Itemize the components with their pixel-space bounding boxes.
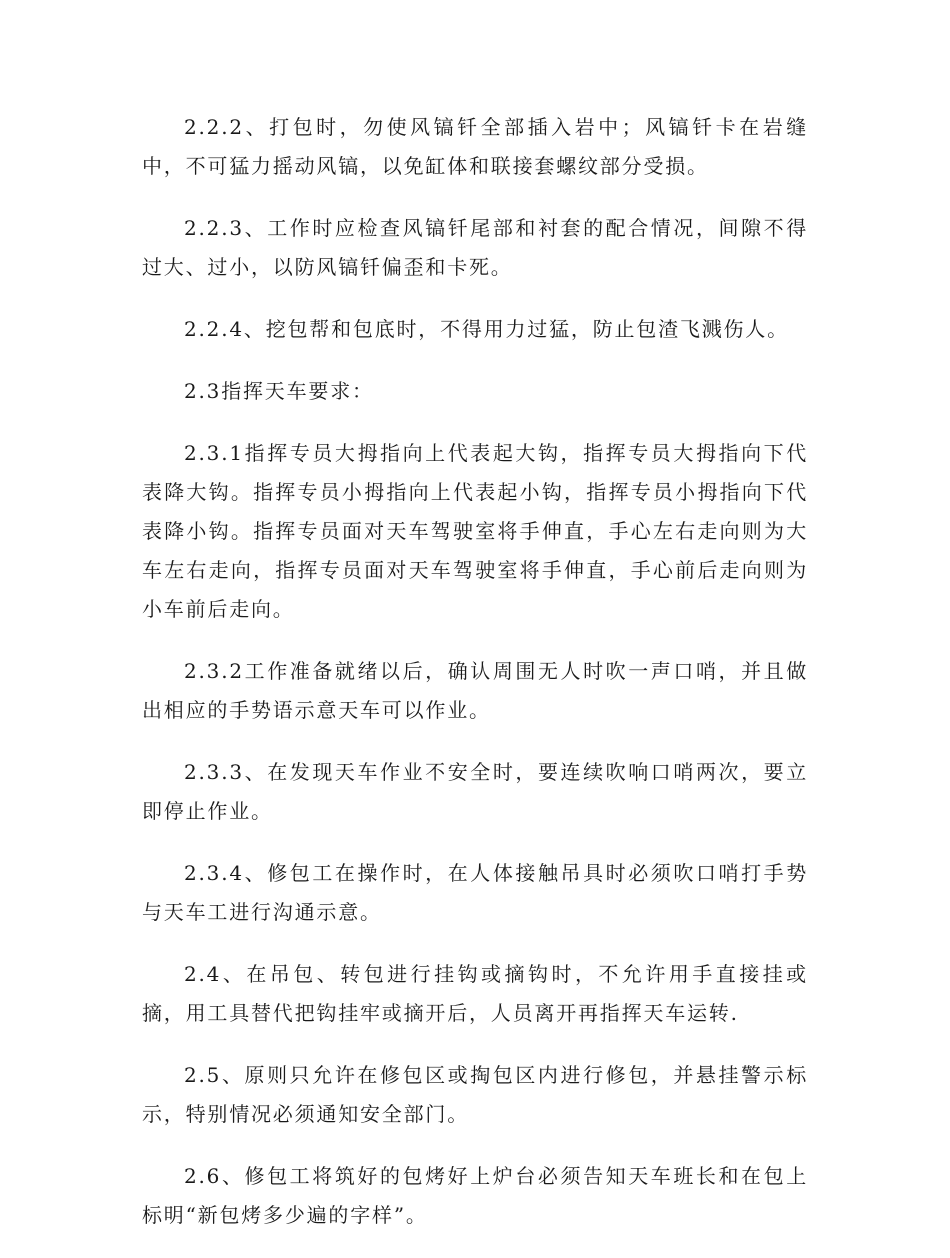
paragraph-2-2-4: 2.2.4、挖包帮和包底时，不得用力过猛，防止包渣飞溅伤人。 — [184, 317, 789, 341]
paragraph-2-2-2: 2.2.2、打包时，勿使风镐钎全部插入岩中；风镐钎卡在岩缝中，不可猛力摇动风镐，以免缸体和联接套螺纹部分受损。 — [142, 115, 808, 178]
paragraph-2-5: 2.5、原则只允许在修包区或掏包区内进行修包，并悬挂警示标示，特别情况必须通知安全部门。 — [142, 1063, 808, 1126]
paragraph-2-3-1: 2.3.1指挥专员大拇指向上代表起大钩，指挥专员大拇指向下代表降大钩。指挥专员小拇指向上代表起小钩，指挥专员小拇指向下代表降小钩。指挥专员面对天车驾驶室将手伸直，手心左右走向则为大车左右走向，指挥专员面对天车驾驶室将手伸直，手心前后走向则为小车前后走向。 — [142, 441, 808, 621]
document-body — [142, 108, 808, 1258]
paragraph-2-3-2: 2.3.2工作准备就绪以后，确认周围无人时吹一声口哨，并且做出相应的手势语示意天车可以作业。 — [142, 659, 808, 722]
paragraph-2-3-3: 2.3.3、在发现天车作业不安全时，要连续吹响口哨两次，要立即停止作业。 — [142, 760, 808, 823]
section-heading-2-3: 2.3指挥天车要求： — [184, 379, 374, 403]
paragraph-2-4: 2.4、在吊包、转包进行挂钩或摘钩时，不允许用手直接挂或摘，用工具替代把钩挂牢或摘开后，人员离开再指挥天车运转. — [142, 962, 808, 1025]
paragraph-2-2-3: 2.2.3、工作时应检查风镐钎尾部和衬套的配合情况，间隙不得过大、过小，以防风镐钎偏歪和卡死。 — [142, 216, 808, 279]
paragraph-2-3-4: 2.3.4、修包工在操作时，在人体接触吊具时必须吹口哨打手势与天车工进行沟通示意。 — [142, 861, 808, 924]
paragraph-2-6: 2.6、修包工将筑好的包烤好上炉台必须告知天车班长和在包上标明“新包烤多少遍的字样”。 — [142, 1164, 808, 1227]
